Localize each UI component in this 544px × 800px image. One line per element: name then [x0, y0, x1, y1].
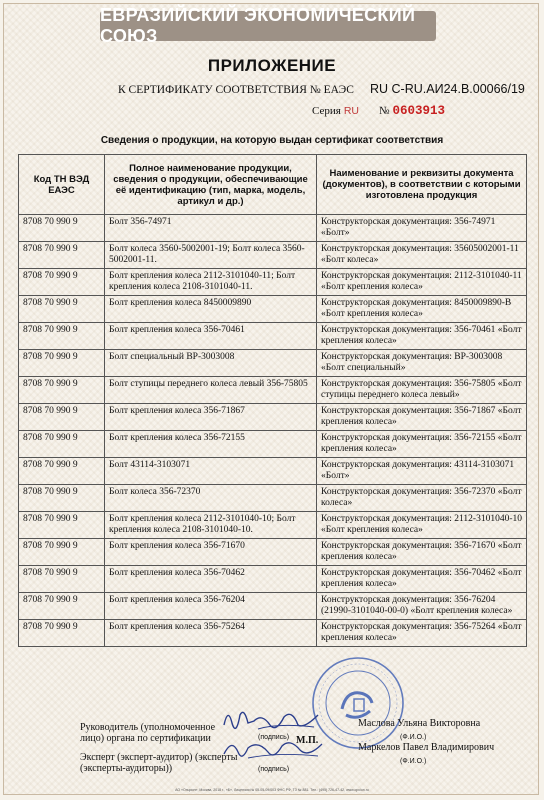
cell-product-name: Болт специальный ВР-3003008	[105, 350, 317, 377]
cell-product-name: Болт крепления колеса 2112-3101040-11; Болт крепления колеса 2108-3101040-11.	[105, 269, 317, 296]
cell-document: Конструкторская документация: 356-71670 «Болт крепления колеса»	[317, 539, 527, 566]
table-row	[19, 620, 527, 647]
header-code: Код ТН ВЭД ЕАЭС	[19, 155, 105, 215]
cell-document: Конструкторская документация: 2112-3101040-10 «Болт крепления колеса»	[317, 512, 527, 539]
table-row	[19, 404, 527, 431]
products-table	[18, 154, 527, 647]
cell-code: 8708 70 990 9	[19, 350, 105, 377]
table-row	[19, 296, 527, 323]
cell-code: 8708 70 990 9	[19, 566, 105, 593]
cell-code: 8708 70 990 9	[19, 323, 105, 350]
cell-document: Конструкторская документация: 2112-3101040-11 «Болт крепления колеса»	[317, 269, 527, 296]
cell-document: Конструкторская документация: 356-71867 «Болт крепления колеса»	[317, 404, 527, 431]
cell-product-name: Болт крепления колеса 356-76204	[105, 593, 317, 620]
table-row	[19, 377, 527, 404]
header-product-name: Полное наименование продукции, сведения о продукции, обеспечивающие её идентификацию (тип, марка, модель, артикул и др.)	[105, 155, 317, 215]
cell-document: Конструкторская документация: 356-75264 «Болт крепления колеса»	[317, 620, 527, 647]
table-row	[19, 566, 527, 593]
cell-product-name: Болт крепления колеса 356-75264	[105, 620, 317, 647]
cell-product-name: Болт крепления колеса 2112-3101040-10; Болт крепления колеса 2108-3101040-10.	[105, 512, 317, 539]
table-row	[19, 539, 527, 566]
cell-product-name: Болт крепления колеса 8450009890	[105, 296, 317, 323]
table-row	[19, 269, 527, 296]
cell-code: 8708 70 990 9	[19, 539, 105, 566]
head-sig-caption: (подпись)	[258, 734, 290, 741]
cell-document: Конструкторская документация: 356-75805 «Болт ступицы переднего колеса левый»	[317, 377, 527, 404]
table-row	[19, 593, 527, 620]
cell-document: Конструкторская документация: 43114-3103071 «Болт»	[317, 458, 527, 485]
table-row	[19, 512, 527, 539]
expert-signature	[218, 734, 328, 766]
table-row	[19, 323, 527, 350]
cell-product-name: Болт 43114-3103071	[105, 458, 317, 485]
printer-footer: АО «Опцион», Москва, 2018 г., «Б», Лицензия № 05-05-09/003 ФНС РФ, ТЗ № 881. Тел.: (495) 726-47-42, www.opcion.ru	[175, 788, 369, 792]
series-line	[312, 104, 445, 118]
cell-code: 8708 70 990 9	[19, 431, 105, 458]
cell-code: 8708 70 990 9	[19, 404, 105, 431]
series-label: Серия	[312, 105, 341, 117]
mp-label: М.П.	[296, 735, 319, 746]
cell-code: 8708 70 990 9	[19, 593, 105, 620]
series-value: RU	[343, 105, 359, 117]
products-table-body	[19, 215, 527, 647]
head-name: Маслова Ульяна Викторовна	[358, 718, 481, 729]
table-row	[19, 431, 527, 458]
cell-document: Конструкторская документация: 356-70461 «Болт крепления колеса»	[317, 323, 527, 350]
cell-document: Конструкторская документация: 356-72155 «Болт крепления колеса»	[317, 431, 527, 458]
head-label: Руководитель (уполномоченное лицо) органа по сертификации	[80, 722, 216, 744]
head-signature	[218, 703, 326, 737]
header-documents: Наименование и реквизиты документа (документов), в соответствии с которыми изготовлена продукция	[317, 155, 527, 215]
cell-document: Конструкторская документация: 356-76204 (21990-3101040-00-0) «Болт крепления колеса»	[317, 593, 527, 620]
table-row	[19, 350, 527, 377]
cell-product-name: Болт крепления колеса 356-70462	[105, 566, 317, 593]
page-title: ПРИЛОЖЕНИЕ	[207, 56, 337, 75]
cell-document: Конструкторская документация: 356-70462 «Болт крепления колеса»	[317, 566, 527, 593]
cell-document: Конструкторская документация: 35605002001-11 «Болт колеса»	[317, 242, 527, 269]
cell-code: 8708 70 990 9	[19, 620, 105, 647]
cell-document: Конструкторская документация: 8450009890-В «Болт крепления колеса»	[317, 296, 527, 323]
table-row	[19, 458, 527, 485]
number-label: №	[378, 105, 390, 117]
cell-document: Конструкторская документация: ВР-3003008 «Болт специальный»	[317, 350, 527, 377]
cell-code: 8708 70 990 9	[19, 485, 105, 512]
expert-fio-caption: (Ф.И.О.)	[400, 758, 427, 765]
cell-code: 8708 70 990 9	[19, 242, 105, 269]
cell-product-name: Болт колеса 3560-5002001-19; Болт колеса 3560-5002001-11.	[105, 242, 317, 269]
expert-label: Эксперт (эксперт-аудитор) (эксперты (эксперты-аудиторы))	[80, 752, 238, 774]
header-banner: ЕВРАЗИЙСКИЙ ЭКОНОМИЧЕСКИЙ СОЮЗ	[100, 11, 436, 41]
section-subtitle: Сведения о продукции, на которую выдан сертификат соответствия	[100, 135, 444, 146]
table-row	[19, 215, 527, 242]
cell-product-name: Болт ступицы переднего колеса левый 356-75805	[105, 377, 317, 404]
cell-product-name: Болт крепления колеса 356-71670	[105, 539, 317, 566]
cell-document: Конструкторская документация: 356-74971 «Болт»	[317, 215, 527, 242]
cell-code: 8708 70 990 9	[19, 269, 105, 296]
cell-code: 8708 70 990 9	[19, 377, 105, 404]
cell-product-name: Болт крепления колеса 356-70461	[105, 323, 317, 350]
head-fio-caption: (Ф.И.О.)	[400, 734, 427, 741]
serial-number: 0603913	[392, 104, 445, 118]
cell-document: Конструкторская документация: 356-72370 «Болт колеса»	[317, 485, 527, 512]
cell-product-name: Болт колеса 356-72370	[105, 485, 317, 512]
table-row	[19, 242, 527, 269]
cell-code: 8708 70 990 9	[19, 215, 105, 242]
table-row	[19, 485, 527, 512]
cell-product-name: Болт крепления колеса 356-72155	[105, 431, 317, 458]
cell-product-name: Болт крепления колеса 356-71867	[105, 404, 317, 431]
cell-code: 8708 70 990 9	[19, 458, 105, 485]
certificate-number: RU C-RU.АИ24.В.00066/19	[370, 82, 525, 96]
cell-code: 8708 70 990 9	[19, 512, 105, 539]
certificate-label: К СЕРТИФИКАТУ СООТВЕТСТВИЯ № ЕАЭС	[118, 84, 354, 96]
expert-sig-caption: (подпись)	[258, 766, 290, 773]
expert-name: Маркелов Павел Владимирович	[358, 742, 495, 753]
cell-product-name: Болт 356-74971	[105, 215, 317, 242]
cell-code: 8708 70 990 9	[19, 296, 105, 323]
